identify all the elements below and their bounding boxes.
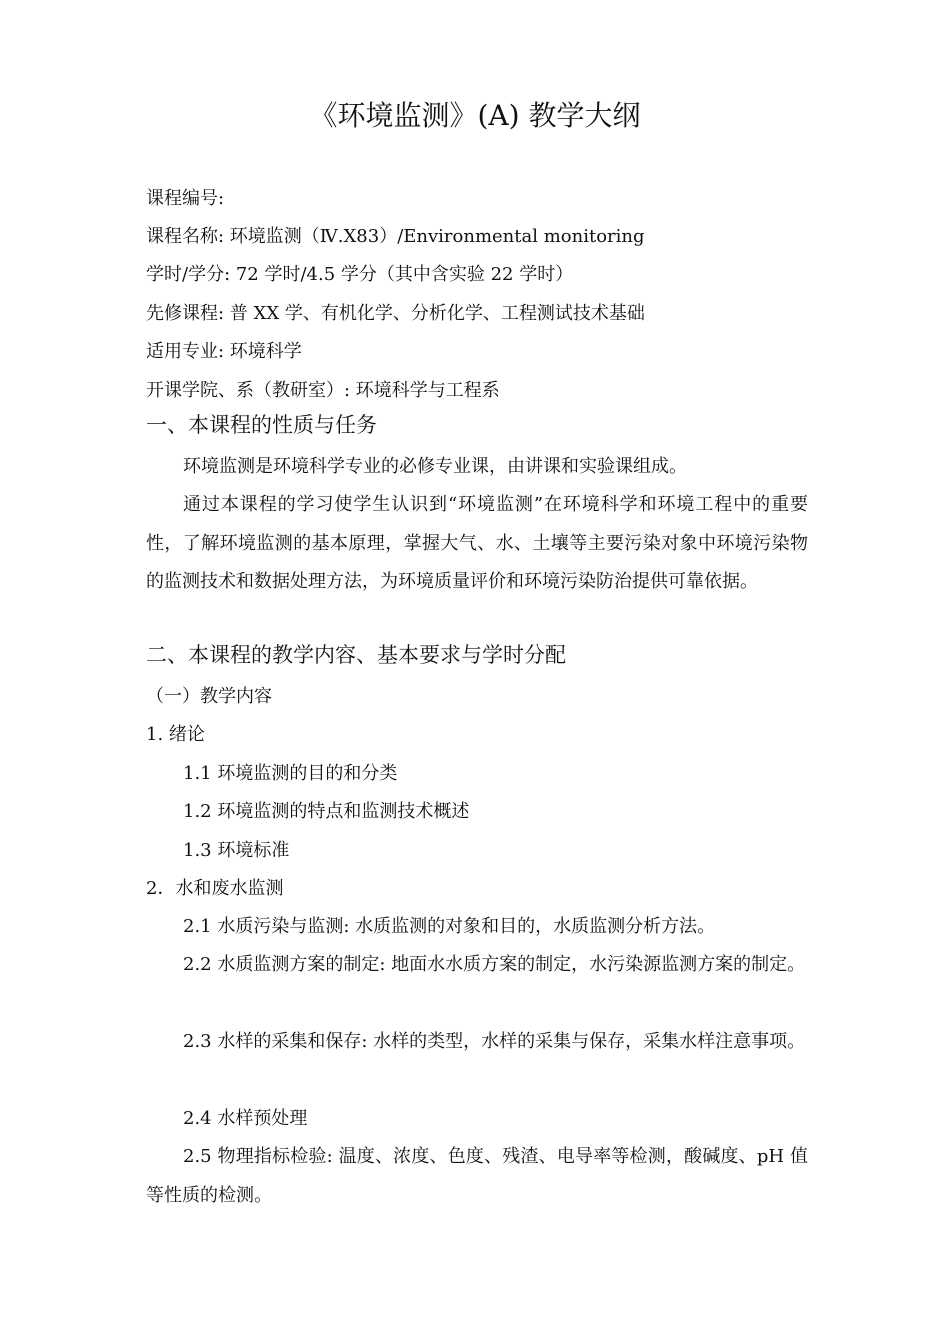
- item-2-1: 2.1 水质污染与监测: 水质监测的对象和目的，水质监测分析方法。: [183, 916, 716, 937]
- chapter-1: 1. 绪论: [146, 724, 205, 745]
- course-hours: 学时/学分: 72 学时/4.5 学分（其中含实验 22 学时）: [146, 264, 574, 285]
- prerequisites: 先修课程: 普 XX 学、有机化学、分析化学、工程测试技术基础: [146, 303, 645, 324]
- section-heading-1: 一、本课程的性质与任务: [146, 413, 377, 437]
- item-1-3: 1.3 环境标准: [183, 840, 290, 861]
- item-2-4: 2.4 水样预处理: [183, 1108, 308, 1129]
- course-name: 课程名称: 环境监测（Ⅳ.X83）/Environmental monitoring: [146, 226, 645, 247]
- item-1-2: 1.2 环境监测的特点和监测技术概述: [183, 801, 470, 822]
- item-2-2: 2.2 水质监测方案的制定: 地面水水质方案的制定，水污染源监测方案的制定。: [183, 954, 806, 975]
- item-2-5: 2.5 物理指标检验: 温度、浓度、色度、残渣、电导率等检测，酸碱度、pH 值等性质的检测。: [146, 1146, 808, 1206]
- paragraph-nature: 环境监测是环境科学专业的必修专业课，由讲课和实验课组成。: [183, 456, 687, 477]
- paragraph-goal: 通过本课程的学习使学生认识到“环境监测”在环境科学和环境工程中的重要性，了解环境监测的基本原理，掌握大气、水、土壤等主要污染对象中环境污染物的监测技术和数据处理方法，为环境质量评价和环境污染防治提供可靠依据。: [146, 494, 808, 592]
- applicable-major: 适用专业: 环境科学: [146, 341, 302, 362]
- item-1-1: 1.1 环境监测的目的和分类: [183, 763, 398, 784]
- document-title: 《环境监测》(A) 教学大纲: [309, 99, 641, 132]
- subsection-content: （一）教学内容: [146, 686, 272, 707]
- chapter-2: 2．水和废水监测: [146, 878, 284, 899]
- department: 开课学院、系（教研室）: 环境科学与工程系: [146, 380, 500, 401]
- section-heading-2: 二、本课程的教学内容、基本要求与学时分配: [146, 643, 566, 667]
- course-code: 课程编号:: [146, 188, 225, 209]
- item-2-3: 2.3 水样的采集和保存: 水样的类型，水样的采集与保存，采集水样注意事项。: [183, 1031, 806, 1052]
